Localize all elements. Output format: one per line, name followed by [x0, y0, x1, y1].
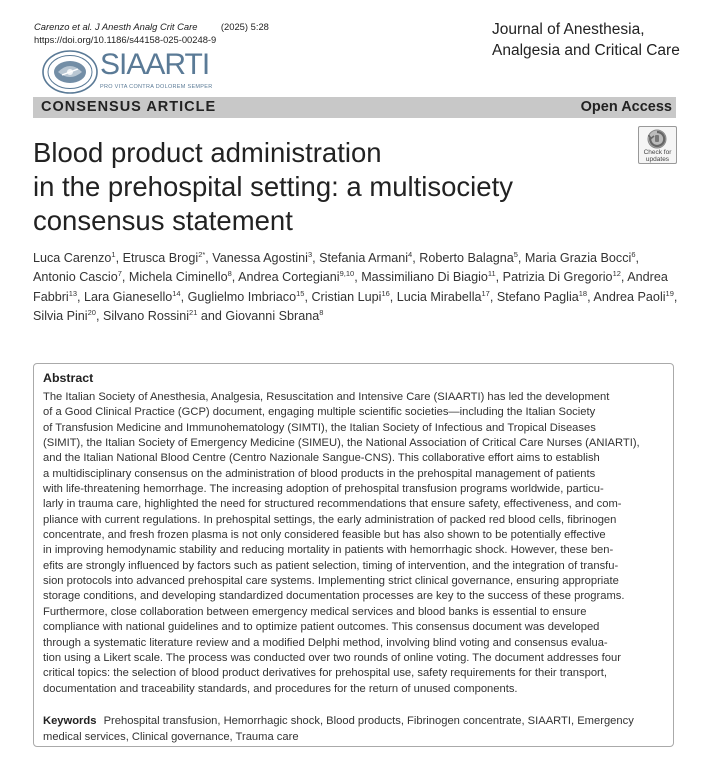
abstract-text	[43, 390, 671, 697]
author-name: Massimiliano Di Biagio	[361, 270, 488, 285]
author[interactable]	[593, 290, 673, 304]
abstract-line: in improving hemodynamic stability and reducing mortality in patients with hemorrhagic shock. However, these ben-	[43, 544, 614, 557]
abstract-line: concentrate, and fresh frozen plasma is not only considered feasible but has also shown to be potentially effective	[43, 529, 606, 542]
author-affiliation: 16	[381, 288, 390, 298]
abstract-line: a multidisciplinary consensus on the administration of blood products in the prehospital management of patients	[43, 467, 596, 480]
journal-name	[492, 19, 680, 61]
author-affiliation: 3	[307, 250, 313, 259]
check-for-updates-icon	[646, 128, 668, 150]
author[interactable]	[497, 290, 587, 304]
keywords-list: Prehospital transfusion, Hemorrhagic shock, Blood products, Fibrinogen concentrate, SIAARTI, Emergency medical services, Clinical governance, Trauma care	[43, 715, 634, 743]
author-list	[33, 249, 681, 326]
abstract-box	[33, 363, 674, 747]
abstract-heading: Abstract	[43, 371, 94, 385]
abstract-line: tion using a Likert scale. The process was conducted over two rounds of online voting. The document addresses four	[43, 651, 621, 664]
open-access-label: Open Access	[580, 99, 672, 115]
author[interactable]	[129, 270, 232, 284]
author-separator: ,	[95, 308, 103, 323]
citation-doi[interactable]: https://doi.org/10.1186/s44158-025-00248-9	[34, 34, 217, 45]
author-name: Cristian Lupi	[311, 289, 382, 304]
abstract-line: through a systematic literature review and a modified Delphi method, involving blind voting and consensus evalua-	[43, 636, 608, 649]
abstract-line: documentation and traceability standards, and procedures for the return of unused components.	[43, 682, 518, 695]
author-affiliation: 1	[111, 250, 116, 259]
author-affiliation: 11	[487, 269, 496, 279]
author-affiliation: 12	[612, 269, 621, 279]
author-separator: ,	[205, 251, 213, 265]
author-affiliation: 4	[408, 250, 413, 259]
author[interactable]	[33, 309, 96, 323]
author-separator: ,	[673, 289, 681, 304]
author-name: Silvia Pini	[33, 308, 88, 323]
author-affiliation: 6	[631, 250, 636, 259]
author-name: Giovanni Sbrana	[225, 308, 320, 323]
citation-line	[34, 20, 269, 33]
abstract-line: of a Good Clinical Practice (GCP) document, engaging multiple scientific societies—including the Italian Society	[43, 406, 596, 419]
author-name: Lucia Mirabella	[396, 289, 482, 304]
author-name: Michela Ciminello	[128, 270, 228, 285]
check-for-updates-button[interactable]	[638, 126, 677, 164]
abstract-line: and the Italian National Blood Centre (Centro Nazionale Sangue-CNS). This collaborative effort aims to establish	[43, 452, 600, 465]
author-affiliation: 7	[117, 269, 122, 279]
author-affiliation: 17	[481, 288, 490, 298]
author-separator: ,	[231, 270, 239, 285]
check-updates-line1: Check for	[643, 149, 672, 156]
author-affiliation: 21	[189, 307, 198, 317]
author-separator: ,	[389, 289, 397, 304]
author-affiliation: 5	[513, 250, 518, 259]
article-category: CONSENSUS ARTICLE	[41, 99, 217, 115]
keywords-section	[43, 714, 671, 745]
article-type-banner	[33, 97, 676, 118]
author[interactable]	[419, 251, 518, 265]
citation-authors: Carenzo et al.	[34, 21, 93, 32]
author-separator: ,	[635, 251, 642, 265]
abstract-line: storage conditions, and developing standardized documentation processes are key to the success of these programs.	[43, 590, 625, 603]
citation-header	[34, 20, 269, 46]
author-separator: ,	[312, 251, 320, 265]
author[interactable]	[33, 270, 122, 284]
author[interactable]	[238, 270, 354, 284]
author-affiliation: 18	[578, 288, 588, 298]
abstract-line: sion protocols into advanced prehospital care systems. Implementing strict clinical governance, ensuring appropriate	[43, 575, 619, 588]
author-name: Stefano Paglia	[496, 289, 579, 304]
keywords-heading: Keywords	[43, 715, 97, 727]
author-separator: ,	[495, 270, 503, 285]
author-name: Silvano Rossini	[102, 308, 190, 323]
author[interactable]	[503, 270, 621, 284]
author-affiliation: 15	[296, 288, 305, 298]
title-line: consensus statement	[33, 205, 293, 236]
author-name: Stefania Armani	[319, 251, 409, 265]
article-title	[33, 136, 623, 238]
abstract-line: (SIMIT), the Italian Society of Emergency Medicine (SIMEU), the National Association of Critical Care Nurses (ANIARTI),	[43, 437, 640, 450]
check-updates-line2: updates	[645, 156, 670, 163]
author[interactable]	[212, 251, 312, 265]
logo-wordmark: SIAARTI	[100, 48, 210, 81]
abstract-line: critical topics: the selection of blood product derivatives for prehospital use, safety requirements for their transport,	[43, 667, 608, 680]
author-affiliation: 8	[319, 307, 324, 317]
abstract-line: efits are strongly influenced by factors such as patient selection, timing of intervention, and the integration of transfu-	[43, 559, 619, 572]
author-name: Luca Carenzo	[33, 251, 112, 265]
abstract-line: compliance with national guidelines and to optimize patient outcomes. This consensus document was developed	[43, 621, 600, 634]
author-separator: ,	[517, 251, 525, 265]
author-name: Vanessa Agostini	[212, 251, 308, 265]
author-separator: ,	[115, 251, 123, 265]
author-affiliation: 2*	[198, 250, 206, 259]
author-affiliation: 20	[87, 307, 96, 317]
author-name: Andrea Paoli	[593, 289, 666, 304]
author-name: Andrea Fabbri	[33, 270, 668, 304]
abstract-line: larly in trauma care, highlighted the need for structured recommendations that ensure safety, effectiveness, and com-	[43, 498, 622, 511]
author-name: Roberto Balagna	[419, 251, 514, 265]
author-and: and	[197, 308, 226, 323]
abstract-line: The Italian Society of Anesthesia, Analgesia, Resuscitation and Intensive Care (SIAARTI) has led the development	[43, 391, 610, 403]
abstract-line: of Transfusion Medicine and Immunohematology (SIMTI), the Italian Society of Infectious and Tropical Diseases	[43, 421, 596, 434]
author[interactable]	[188, 290, 305, 304]
author[interactable]	[361, 270, 495, 284]
author[interactable]	[525, 251, 636, 265]
author-affiliation: 9,10	[339, 269, 355, 279]
author-name: Lara Gianesello	[84, 289, 173, 304]
title-line: in the prehospital setting: a multisociety	[33, 171, 513, 202]
author-separator: ,	[354, 270, 362, 285]
author-affiliation: 14	[172, 288, 181, 298]
abstract-line: Furthermore, close collaboration between emergency medical services and blood banks is essential to ensure	[43, 605, 587, 618]
abstract-line: with life-threatening hemorrhage. The increasing adoption of prehospital transfusion programs worldwide, particu-	[43, 483, 604, 496]
author-name: Antonio Cascio	[33, 270, 118, 285]
author[interactable]	[123, 251, 206, 265]
author-affiliation: 19	[665, 288, 674, 298]
author[interactable]	[33, 251, 116, 265]
author-separator: ,	[121, 270, 129, 285]
author-affiliation: 8	[227, 269, 232, 279]
author-separator: ,	[489, 289, 497, 304]
author[interactable]	[319, 251, 412, 265]
logo-motto: PRO VITA CONTRA DOLOREM SEMPER	[100, 84, 213, 90]
author-name: Patrizia Di Gregorio	[502, 270, 613, 285]
author-name: Etrusca Brogi	[122, 251, 199, 265]
journal-name-line2: Analgesia and Critical Care	[492, 42, 680, 59]
author[interactable]	[103, 309, 197, 323]
author-separator: ,	[77, 289, 85, 304]
author-name: Andrea Cortegiani	[238, 270, 340, 285]
author-separator: ,	[620, 270, 628, 285]
abstract-line: pliance with current regulations. In prehospital settings, the early administration of packed red blood cells, fibrinogen	[43, 513, 617, 526]
author[interactable]	[311, 290, 389, 304]
author[interactable]	[84, 290, 181, 304]
author-separator: ,	[587, 289, 594, 304]
author-affiliation: 13	[68, 288, 78, 298]
author-separator: ,	[412, 251, 420, 265]
title-line: Blood product administration	[33, 137, 382, 168]
author-separator: ,	[180, 289, 188, 304]
author-separator: ,	[304, 289, 312, 304]
author-name: Guglielmo Imbriaco	[187, 289, 297, 304]
journal-name-line1: Journal of Anesthesia,	[492, 21, 645, 38]
author-name: Maria Grazia Bocci	[524, 251, 632, 265]
citation-journal: J Anesth Analg Crit Care	[94, 21, 198, 32]
citation-year-volume: (2025) 5:28	[220, 21, 269, 32]
author[interactable]	[225, 309, 323, 323]
author[interactable]	[397, 290, 490, 304]
